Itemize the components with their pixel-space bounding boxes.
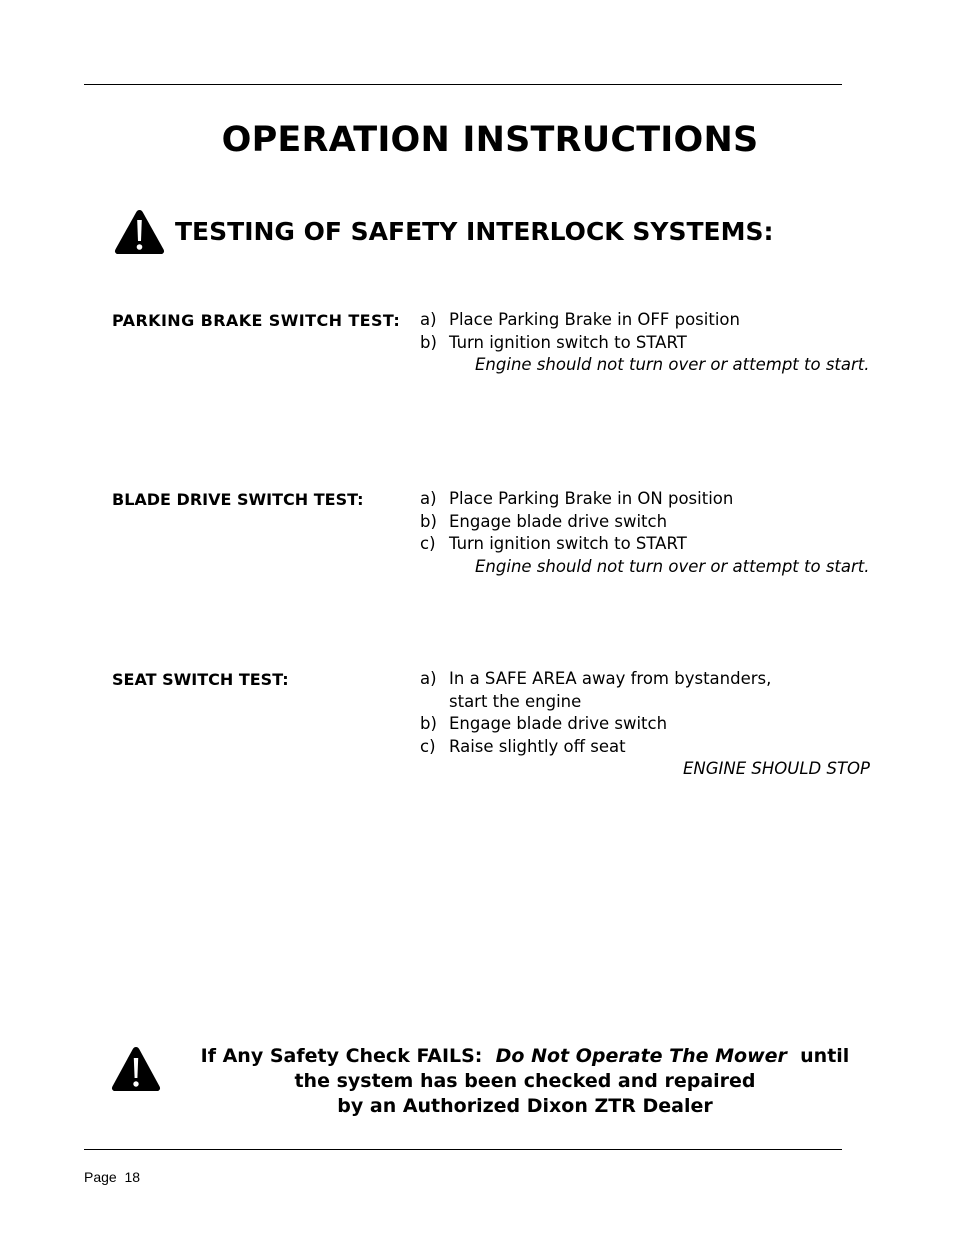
warning-line-2: the system has been checked and repaired [294, 1070, 756, 1092]
seat-switch-test-label: SEAT SWITCH TEST: [112, 670, 289, 689]
warning-line-3: by an Authorized Dixon ZTR Dealer [337, 1095, 713, 1117]
step-text: Raise slightly off seat [449, 736, 626, 756]
parking-brake-test-label: PARKING BRAKE SWITCH TEST: [112, 311, 401, 330]
bottom-divider [84, 1149, 842, 1150]
step-marker: b) [420, 332, 437, 352]
warning-line-1 [175, 1044, 875, 1069]
step-marker: a) [420, 489, 437, 508]
top-divider [84, 84, 842, 85]
step-text: Place Parking Brake in OFF position [449, 310, 740, 329]
step-item [420, 668, 875, 691]
step-item [420, 332, 875, 355]
step-marker: c) [420, 534, 436, 553]
step-text: Place Parking Brake in ON position [449, 489, 734, 508]
step-item [420, 511, 875, 534]
step-text: start the engine [449, 691, 582, 711]
step-text: Turn ignition switch to START [449, 534, 687, 553]
section-title: TESTING OF SAFETY INTERLOCK SYSTEMS: [175, 217, 774, 246]
warning-tail: until [800, 1045, 850, 1067]
step-item [420, 736, 875, 759]
page-footer [84, 1169, 140, 1185]
page-title: OPERATION INSTRUCTIONS [221, 120, 759, 160]
expected-result: Engine should not turn over or attempt to start. [475, 556, 870, 576]
step-item [420, 309, 875, 332]
page-label: Page [84, 1169, 117, 1185]
step-item [420, 533, 875, 556]
safety-failure-warning [175, 1044, 875, 1119]
step-text: In a SAFE AREA away from bystanders, [449, 669, 772, 688]
parking-brake-steps [420, 309, 875, 377]
warning-triangle-icon [110, 1045, 162, 1093]
step-item [420, 488, 875, 511]
blade-drive-test-label: BLADE DRIVE SWITCH TEST: [112, 490, 364, 509]
warning-triangle-icon [113, 208, 166, 256]
step-marker: a) [420, 669, 437, 688]
expected-result: ENGINE SHOULD STOP [682, 759, 870, 778]
step-marker: b) [420, 714, 437, 733]
step-item [420, 691, 875, 714]
warning-lead: If Any Safety Check FAILS: [200, 1045, 483, 1067]
step-text: Engage blade drive switch [449, 714, 668, 733]
step-marker: b) [420, 511, 437, 531]
step-marker: a) [420, 310, 437, 329]
step-item [420, 713, 875, 736]
expected-result: Engine should not turn over or attempt to start. [475, 355, 870, 374]
seat-switch-steps [420, 668, 875, 781]
blade-drive-steps [420, 488, 875, 578]
page-number: 18 [124, 1169, 141, 1185]
step-text: Turn ignition switch to START [449, 332, 687, 352]
step-marker: c) [420, 736, 436, 756]
warning-emphasis: Do Not Operate The Mower [495, 1045, 787, 1067]
step-text: Engage blade drive switch [449, 511, 668, 531]
